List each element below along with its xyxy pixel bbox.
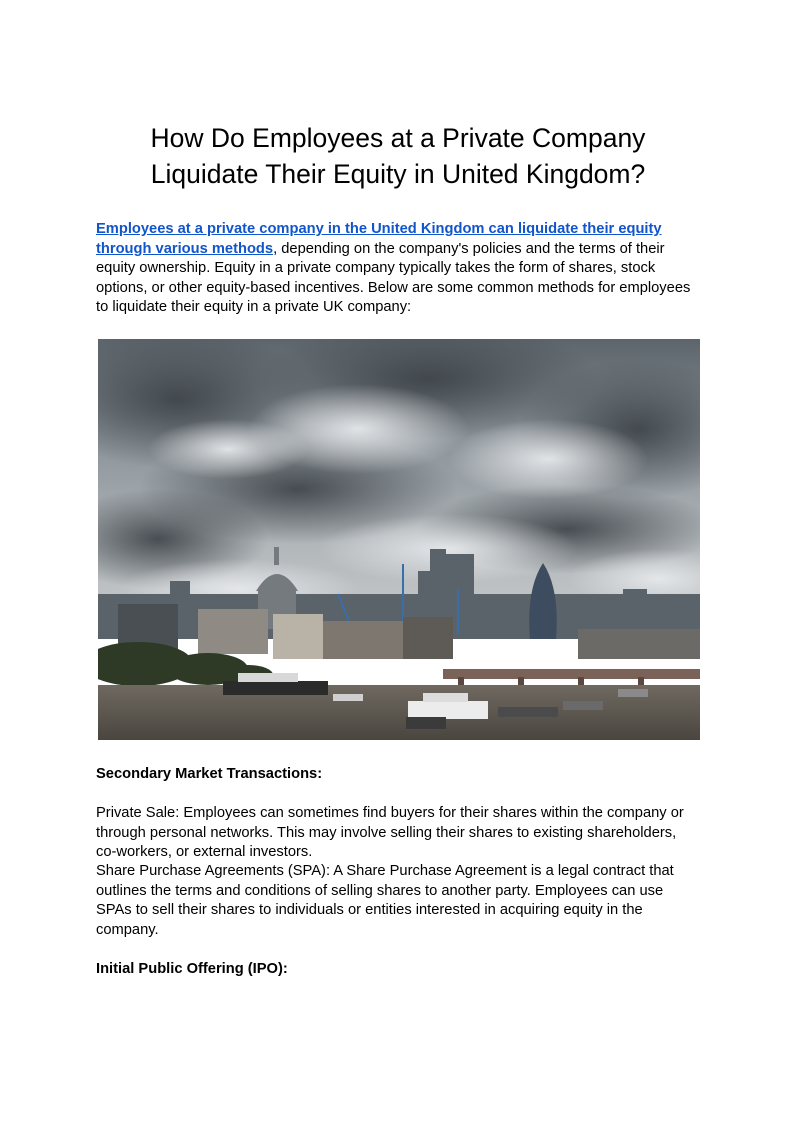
intro-text: , depending on the company's policies and the terms of their equity ownership. Equity in a private company typically takes the form of shares, stock options, or other equity-based incentives. Below are some common methods for employees to liquidate their equity in a private UK company: [96,240,691,315]
document-page [96,0,700,1123]
section-heading-secondary-market: Secondary Market Transactions: [96,766,323,782]
paragraph-share-purchase-agreements: Share Purchase Agreements (SPA): A Share Purchase Agreement is a legal contract that outlines the terms and conditions of selling shares to another party. Employees can use SPAs to sell their shares to individuals or entities interested in acquiring equity in the company. [96,863,674,938]
section-heading-ipo: Initial Public Offering (IPO): [96,961,288,977]
page-title-line-2: Liquidate Their Equity in United Kingdom? [150,159,646,189]
intro-paragraph [96,220,700,318]
page-title [96,120,700,192]
paragraph-private-sale: Private Sale: Employees can sometimes find buyers for their shares within the company or through personal networks. This may involve selling their shares to existing shareholders, co-workers, or external investors. [96,805,684,860]
london-skyline-photo [98,339,700,740]
intro-link[interactable]: Employees at a private company in the United Kingdom can liquidate their equity through various methods [96,221,662,257]
page-title-line-1: How Do Employees at a Private Company [150,123,646,153]
